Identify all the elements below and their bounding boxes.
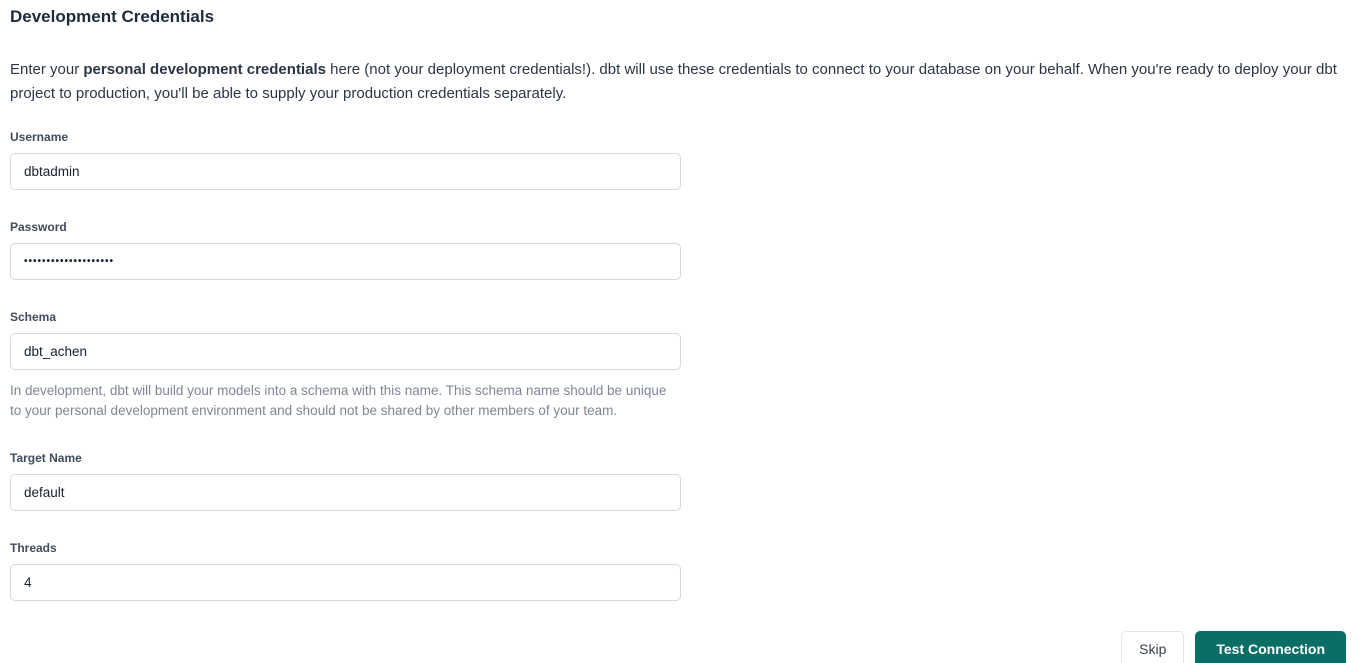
test-connection-button[interactable]: Test Connection bbox=[1195, 631, 1346, 663]
threads-input[interactable] bbox=[10, 564, 681, 601]
intro-suffix: here (not your deployment credentials!). dbt will use these credentials to connect to your database on your behalf. When you're ready to deploy your dbt project to production, you'll be able to supply your production credentials separately. bbox=[10, 61, 1337, 102]
field-group-password bbox=[10, 220, 1360, 280]
threads-label: Threads bbox=[10, 541, 57, 555]
page-title: Development Credentials bbox=[10, 7, 215, 26]
intro-prefix: Enter your bbox=[10, 61, 84, 78]
target-name-input[interactable] bbox=[10, 474, 681, 511]
footer-actions bbox=[0, 631, 1360, 663]
target-name-label: Target Name bbox=[10, 451, 82, 465]
schema-label: Schema bbox=[10, 310, 57, 324]
schema-help-text: In development, dbt will build your models into a schema with this name. This schema name should be unique to your personal development environment and should not be shared by other members of your team. bbox=[10, 383, 667, 418]
schema-input[interactable] bbox=[10, 333, 681, 370]
field-group-username bbox=[10, 130, 1360, 190]
skip-button[interactable]: Skip bbox=[1121, 631, 1184, 663]
intro-bold: personal development credentials bbox=[83, 61, 326, 78]
username-input[interactable] bbox=[10, 153, 681, 190]
field-group-threads bbox=[10, 541, 1360, 601]
password-input[interactable] bbox=[10, 243, 681, 280]
field-group-schema bbox=[10, 310, 1360, 421]
intro-text bbox=[10, 58, 1349, 106]
username-label: Username bbox=[10, 130, 69, 144]
password-label: Password bbox=[10, 220, 67, 234]
credentials-form bbox=[10, 130, 1360, 601]
field-group-target-name bbox=[10, 451, 1360, 511]
